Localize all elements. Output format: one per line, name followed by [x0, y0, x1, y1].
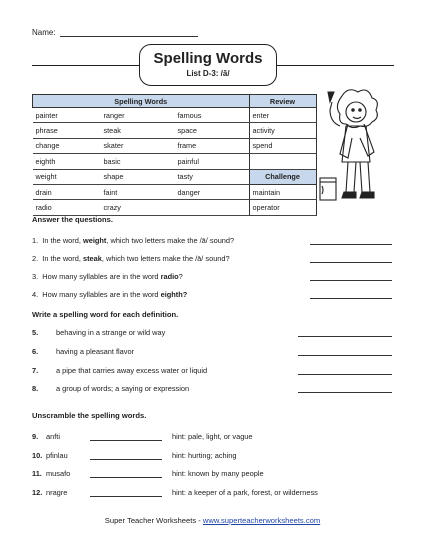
review-header: Review [249, 95, 316, 108]
question-number: 12. [32, 488, 43, 497]
answer-line[interactable] [298, 335, 392, 337]
section-heading: Answer the questions. [32, 215, 114, 224]
word-cell: basic [101, 154, 175, 169]
question-number: 3. [32, 272, 39, 281]
answer-line[interactable] [310, 261, 392, 263]
word-cell: phrase [33, 123, 101, 138]
table-row [33, 123, 317, 138]
footer-text: Super Teacher Worksheets - [104, 516, 203, 525]
question-number: 5. [32, 328, 39, 337]
review-cell: activity [249, 123, 316, 138]
table-row [33, 169, 317, 184]
definition-item [32, 328, 166, 337]
review-cell-empty [249, 154, 316, 169]
word-cell: painter [33, 108, 101, 123]
section-heading: Write a spelling word for each definition. [32, 310, 179, 319]
question-number: 2. [32, 254, 39, 263]
question-text: In the word, [42, 236, 81, 245]
question-keyword: radio [160, 272, 179, 281]
word-cell: danger [175, 184, 250, 199]
scrambled-word: musafo [46, 469, 71, 478]
question-keyword: weight [82, 236, 107, 245]
scrambled-word: nragre [46, 488, 68, 497]
definition-item [32, 384, 190, 393]
question-4 [32, 290, 187, 299]
scrambled-word: anfti [46, 432, 60, 441]
word-cell: weight [33, 169, 101, 184]
table-row [33, 184, 317, 199]
table-row [33, 200, 317, 215]
word-cell: radio [33, 200, 101, 215]
table-row [33, 154, 317, 169]
word-cell: shape [101, 169, 175, 184]
word-cell [175, 200, 250, 215]
word-cell: crazy [101, 200, 175, 215]
table-row [33, 138, 317, 153]
review-cell: enter [249, 108, 316, 123]
definition-text: a group of words; a saying or expression [56, 384, 190, 393]
definition-item [32, 366, 208, 375]
painter-illustration [318, 86, 398, 211]
word-cell: steak [101, 123, 175, 138]
footer-link[interactable]: www.superteacherworksheets.com [202, 516, 321, 525]
question-3 [32, 272, 183, 281]
question-keyword: eighth? [160, 290, 188, 299]
challenge-header: Challenge [249, 169, 316, 184]
footer [0, 516, 425, 525]
definition-item [32, 347, 135, 356]
section-heading: Unscramble the spelling words. [32, 411, 147, 420]
challenge-cell: maintain [249, 184, 316, 199]
answer-line[interactable] [298, 354, 392, 356]
question-text: , which two letters make the /ā/ sound? [106, 236, 235, 245]
question-number: 9. [32, 432, 39, 441]
question-text: How many syllables are in the word [42, 290, 159, 299]
definition-text: behaving in a strange or wild way [56, 328, 166, 337]
question-text: In the word, [42, 254, 81, 263]
answer-line[interactable] [310, 243, 392, 245]
word-cell: space [175, 123, 250, 138]
hint-text: hint: known by many people [172, 469, 264, 478]
word-cell: drain [33, 184, 101, 199]
name-label: Name: [32, 28, 56, 37]
scrambled-word: pfinlau [46, 451, 68, 460]
answer-line[interactable] [90, 495, 162, 497]
name-field [32, 28, 198, 37]
word-cell: frame [175, 138, 250, 153]
answer-line[interactable] [310, 297, 392, 299]
question-text: , which two letters make the /ā/ sound? [101, 254, 230, 263]
table-row [33, 108, 317, 123]
word-cell: faint [101, 184, 175, 199]
word-cell: famous [175, 108, 250, 123]
question-number: 7. [32, 366, 39, 375]
word-table [32, 94, 317, 216]
answer-line[interactable] [298, 391, 392, 393]
word-cell: change [33, 138, 101, 153]
word-cell: skater [101, 138, 175, 153]
hint-text: hint: hurting; aching [172, 451, 237, 460]
definition-text: a pipe that carries away excess water or liquid [56, 366, 208, 375]
question-2 [32, 254, 230, 263]
title-box [139, 44, 277, 86]
answer-line[interactable] [298, 373, 392, 375]
definition-text: having a pleasant flavor [56, 347, 135, 356]
word-cell: eighth [33, 154, 101, 169]
question-keyword: steak [82, 254, 102, 263]
answer-line[interactable] [310, 279, 392, 281]
answer-line[interactable] [90, 439, 162, 441]
word-cell: ranger [101, 108, 175, 123]
word-cell: painful [175, 154, 250, 169]
question-text: ? [178, 272, 183, 281]
name-blank [60, 28, 198, 37]
question-number: 10. [32, 451, 43, 460]
question-number: 4. [32, 290, 39, 299]
question-text: How many syllables are in the word [42, 272, 159, 281]
page-title: Spelling Words [153, 50, 263, 67]
question-1 [32, 236, 234, 245]
question-number: 1. [32, 236, 39, 245]
challenge-cell: operator [249, 200, 316, 215]
list-subtitle: List D-3: /ā/ [186, 69, 230, 78]
answer-line[interactable] [90, 476, 162, 478]
answer-line[interactable] [90, 458, 162, 460]
hint-text: hint: pale, light, or vague [172, 432, 253, 441]
question-number: 11. [32, 469, 42, 478]
hint-text: hint: a keeper of a park, forest, or wilderness [172, 488, 318, 497]
word-cell: tasty [175, 169, 250, 184]
review-cell: spend [249, 138, 316, 153]
question-number: 6. [32, 347, 39, 356]
spelling-words-header: Spelling Words [33, 95, 250, 108]
question-number: 8. [32, 384, 39, 393]
